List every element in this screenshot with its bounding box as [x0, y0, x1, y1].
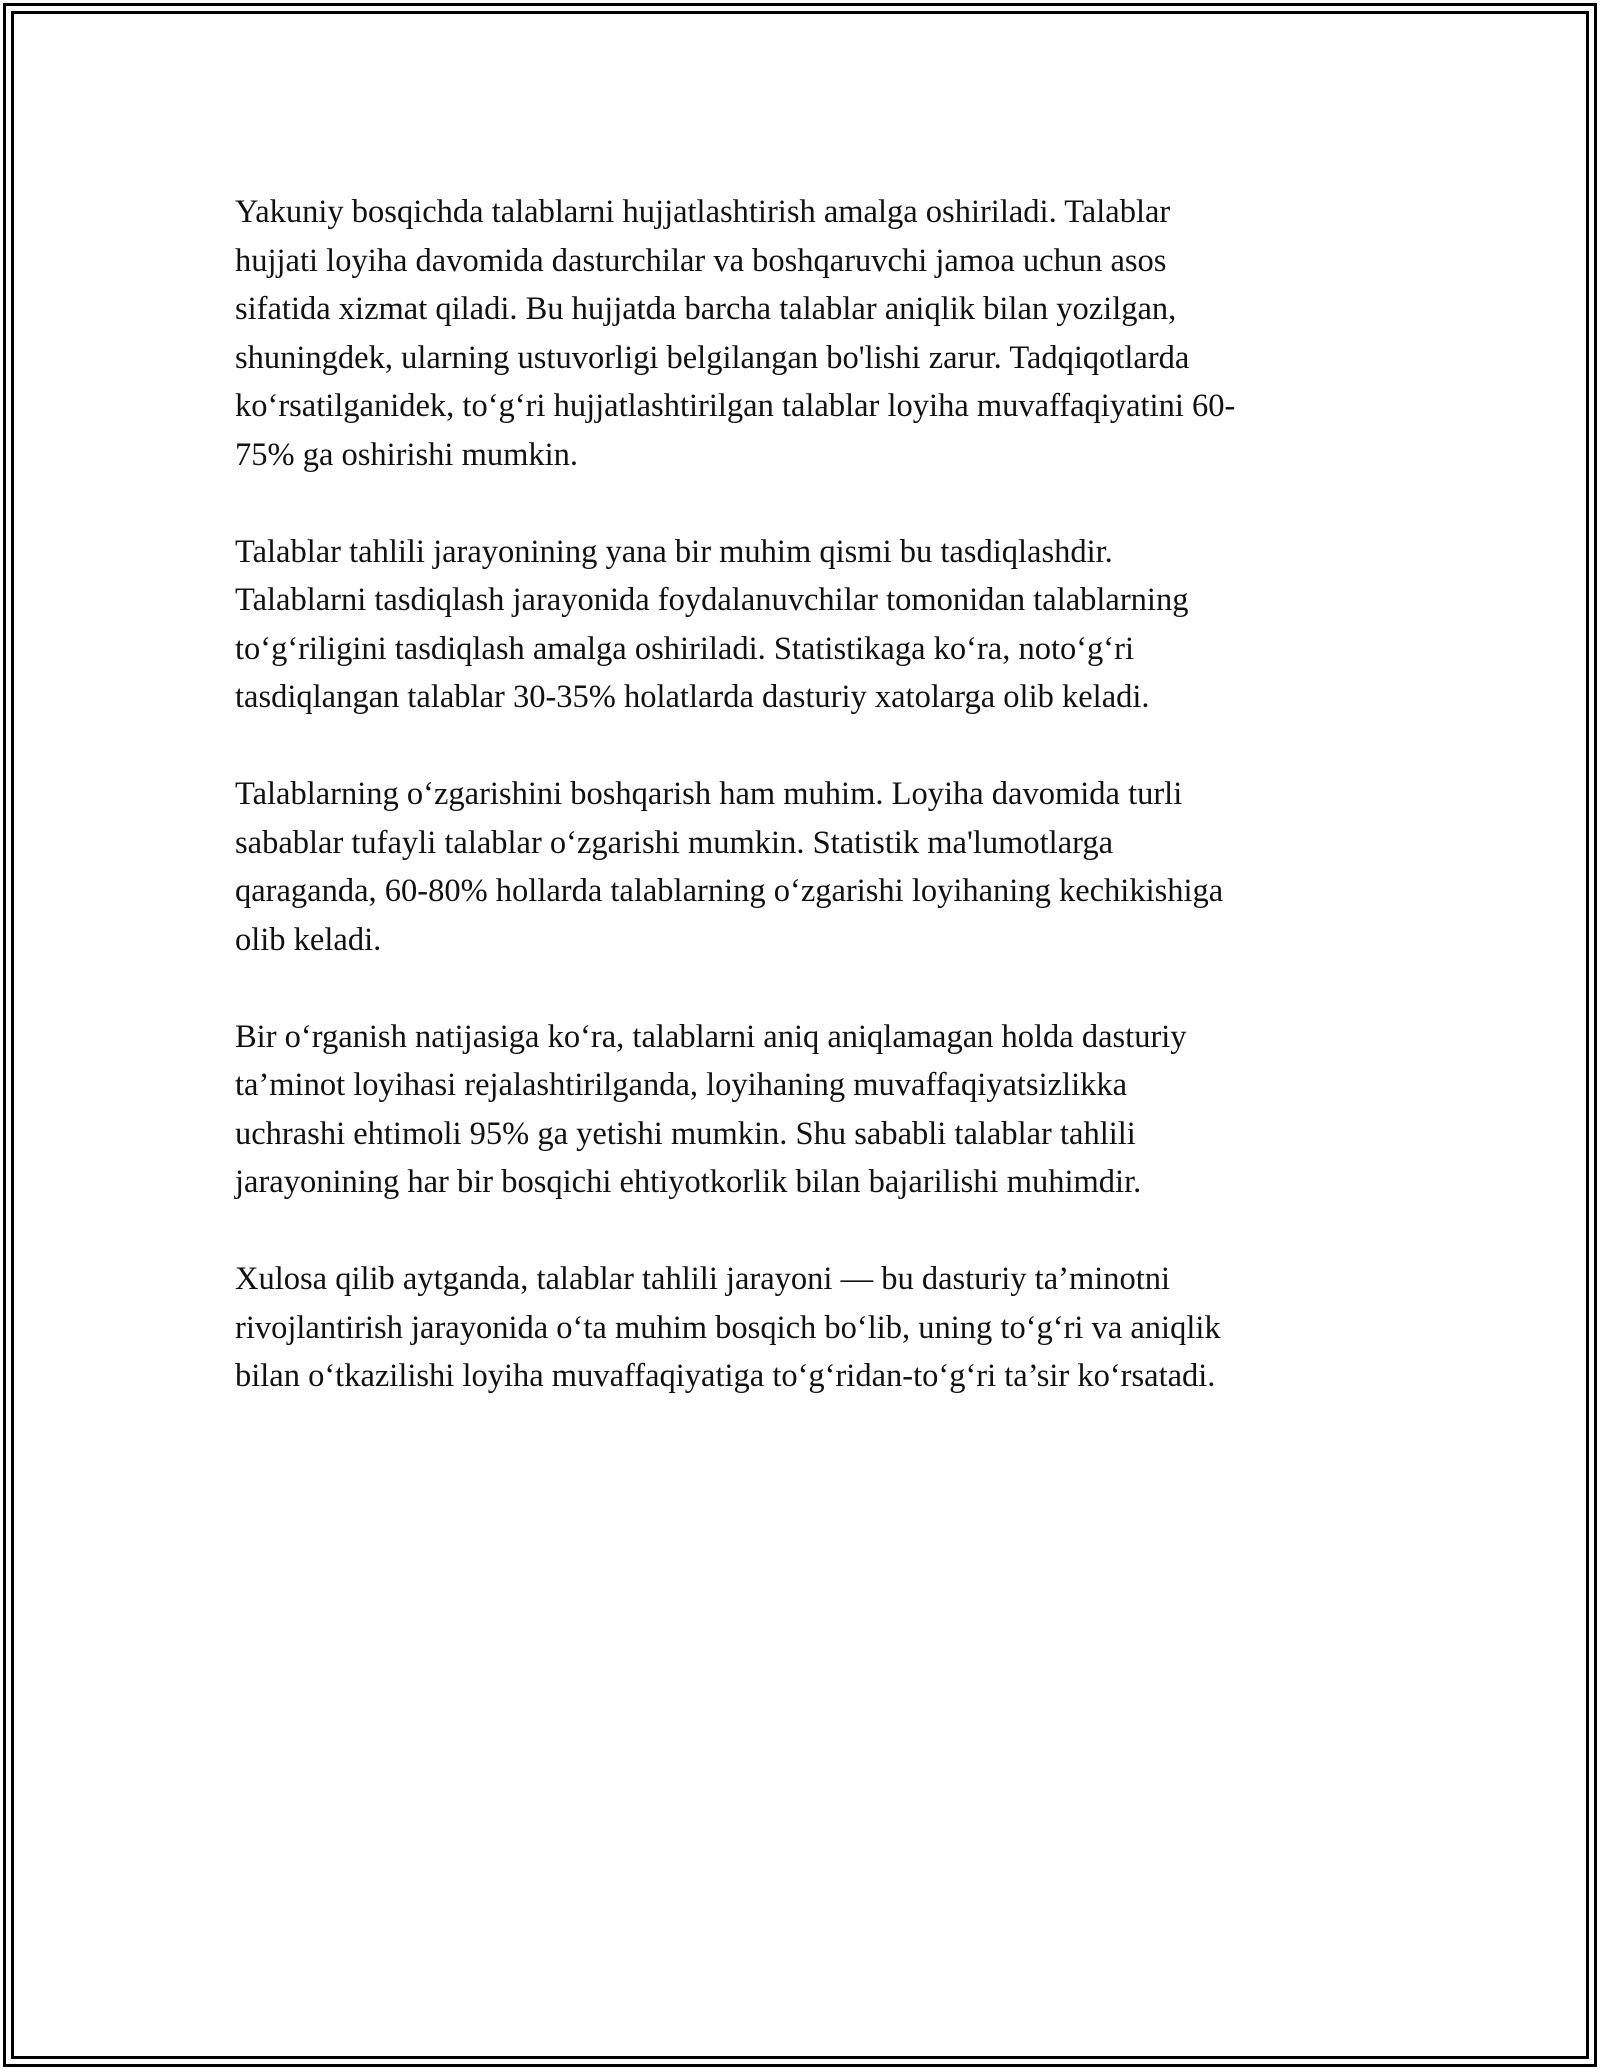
paragraph-documentation: Yakuniy bosqichda talablarni hujjatlashtirish amalga oshiriladi. Talablar hujjati loyiha davomida dasturchilar va boshqaruvchi jamoa uchun asos sifatida xizmat qiladi. Bu hujjatda barcha talablar aniqlik bilan yozilgan, shuningdek, ularning ustuvorligi belgilangan bo'lishi zarur. Tadqiqotlarda koʻrsatilganidek, toʻgʻri hujjatlashtirilgan talablar loyiha muvaffaqiyatini 60- 75% ga oshirishi mumkin. [235, 194, 1236, 473]
paragraph-conclusion: Xulosa qilib aytganda, talablar tahlili jarayoni — bu dasturiy ta’minotni rivojlantirish jarayonida oʻta muhim bosqich boʻlib, uning toʻgʻri va aniqlik bilan oʻtkazilishi loyiha muvaffaqiyatiga toʻgʻridan-toʻgʻri ta’sir koʻrsatadi. [235, 1261, 1221, 1394]
paragraph-study-result: Bir oʻrganish natijasiga koʻra, talablarni aniq aniqlamagan holda dasturiy ta’minot loyihasi rejalashtirilganda, loyihaning muvaffaqiyatsizlikka uchrashi ehtimoli 95% ga yetishi mumkin. Shu sababli talablar tahlili jarayonining har bir bosqichi ehtiyotkorlik bilan bajarilishi muhimdir. [235, 1018, 1187, 1200]
paragraph-change-management: Talablarning oʻzgarishini boshqarish ham muhim. Loyiha davomida turli sabablar tufayli talablar oʻzgarishi mumkin. Statistik ma'lumotlarga qaraganda, 60-80% hollarda talablarning oʻzgarishi loyihaning kechikishiga olib keladi. [235, 776, 1224, 958]
document-body [235, 188, 1365, 1449]
paragraph-validation: Talablar tahlili jarayonining yana bir muhim qismi bu tasdiqlashdir. Talablarni tasdiqlash jarayonida foydalanuvchilar tomonidan talablarning toʻgʻriligini tasdiqlash amalga oshiriladi. Statistikaga koʻra, notoʻgʻri tasdiqlangan talablar 30-35% holatlarda dasturiy xatolarga olib keladi. [235, 533, 1189, 715]
